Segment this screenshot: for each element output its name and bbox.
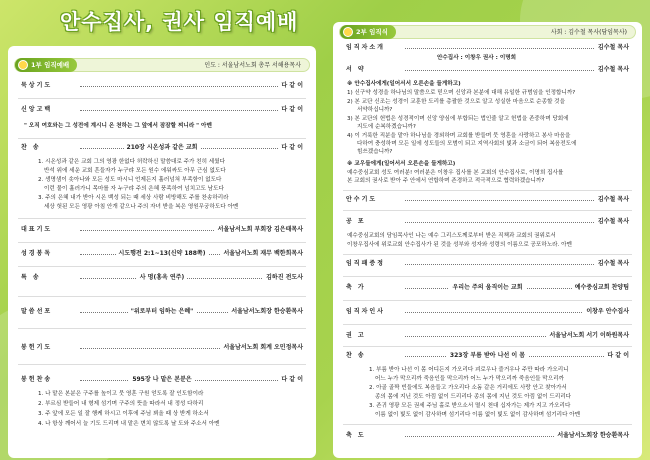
- proclaim-line: 이창우집사에 위로교회 안수집사가 된 것을 성부와 성자와 성령의 이름으로 공포하노라. 아멘: [347, 242, 572, 248]
- hymn-line: 3. 주 앞에 모든 일 잘 행케 하시고 이후에 주님 뵈올 때 상 받게 하소서: [38, 411, 209, 417]
- hymn-line: 1. 시온성과 같은 교회 그의 영광 한없다 허락하신 말씀대로 주가 친히 세웠다: [38, 159, 226, 165]
- vow-heading: ※ 안수집사에게(일어서서 오른손을 들게하고): [347, 81, 461, 87]
- vow-heading: ※ 교우들에게(일어서서 오른손을 들게하고): [347, 161, 456, 167]
- vow-line: 서약하십니까?: [357, 107, 393, 113]
- vow-line: 다하여 충성하며 모든 일에 성도들의 모범이 되고 지역사회의 빛과 소금이 되어 복음전도에: [357, 141, 577, 147]
- section-header: [14, 58, 310, 72]
- presider-text: 인도 : 서울남서노회 총무 서해용목사: [204, 62, 301, 69]
- candidates-text: 안수집사 : 이창우 권사 : 이명희: [437, 55, 517, 61]
- hymn-line: 4. 나 항상 깨어서 늘 기도 드리며 내 맡은 변치 않도록 날 도와 주소서 아멘: [38, 421, 220, 427]
- proclaim-line: 예수중심교회의 담임목사인 나는 예수 그리스도께로부터 받은 직책과 교회의 권위로서: [347, 233, 556, 239]
- hymn-line: 1. 부름 받아 나선 이 몸 어디든지 가오리다 괴로우나 즐거우나 주만 따라 가오리니: [369, 367, 569, 373]
- hymn-line: 반석 위에 세운 교회 흔들자가 누구랴 모든 원수 에워싸도 아무 근심 없도다: [44, 168, 226, 174]
- left-page-card: 1부 임직예배 인도 : 서울남서노회 총무 서해용목사 묵상기도 다 같 이 신앙고백 다 같 이 " 오직 여호와는 그 성전에 계시니 온 천하는 그 앞에서 잠잠할 찌니라 " 아멘 찬 송 210장 시온성과 같은 교회 다 같 이 1. 시온성과 같은 교회 그의 영광 한없다 허락하신 말씀대로 주가 친히 세웠다 반석 위에 세운 교회 흔들자가 누구랴 모든 원수 에워싸도 아무 근심 없도다 2. 생명샘이 솟아나와 모든 성도 마시니 언제든지 흘러넘쳐 부족함이 없도다 이런 물이 흘러가니 목마를 자 누구랴 주의 은혜 풍족하여 넘치고도 남도다 3. 주의 은혜 내가 받아 시온 백성 되는 때 세상 사람 비방해도 주를 찬송하리라 세상 헛된 모든 영광 아침 안개 같으나 주의 자녀 받을 복은 영원무궁하도다 아멘 대표기도 서울남서노회 부회장 김은태목사 성경봉독 시도행전 2:1~13(신약 188쪽) 서울남서노회 재무 백한희목사 특 송 사 명(홍옥 연주) 김하진 전도사 말씀선포 "위로부터 임하는 은혜" 서울남서노회장 한승환목사 봉헌기도 서울남서노회 회계 오민정목사 봉헌찬송 595장 나 맡은 본분은 다 같 이 1. 나 맡은 본분은 구주를 높이고 뭇 영혼 구원 얻도록 잘 인도함이라 2. 부르심 받들어 내 형제 섬기며 구주의 뜻을 따라서 내 정성 다하리 3. 주 앞에 모든 일 잘 행케 하시고 이후에 주님 뵈올 때 상 받게 하소서 4. 나 항상 깨어서 늘 기도 드리며 내 맡은 변치 않도록 날 도와 주소서 아멘: [8, 46, 316, 458]
- hymn-line: 어느 누가 막으리까 죽음인들 막으리까 어느 누가 막으리까 죽음인들 막으리까: [375, 376, 564, 382]
- vow-line: 지도에 순복하겠습니까?: [357, 124, 416, 130]
- page-title: 안수집사, 권사 임직예배: [60, 10, 299, 34]
- hymn-line: 종의 몸에 지닌 것도 아낌 없이 드리리다 종의 몸에 지닌 것도 아낌 없이 드리리다: [375, 394, 572, 400]
- hymn-line: 세상 헛된 모든 영광 아침 안개 같으나 주의 자녀 받을 복은 영원무궁하도다 아멘: [44, 204, 239, 210]
- section-badge: 2부 임직식: [340, 25, 396, 39]
- leaf-icon: [343, 27, 353, 37]
- vow-line: 힘쓰겠습니까?: [357, 149, 393, 155]
- section-header: [339, 25, 636, 39]
- hymn-line: 이런 물이 흘러가니 목마를 자 누구랴 주의 은혜 풍족하여 넘치고도 남도다: [44, 186, 224, 192]
- leaf-icon: [18, 60, 28, 70]
- section-badge: 1부 임직예배: [15, 58, 77, 72]
- hymn-line: 2. 생명샘이 솟아나와 모든 성도 마시니 언제든지 흘러넘쳐 부족함이 없도다: [38, 177, 222, 183]
- hymn-line: 이름 없이 빛도 없이 감사하며 섬기리다 이름 없이 빛도 없이 감사하며 섬기리다 아멘: [375, 412, 581, 418]
- hymn-line: 3. 주의 은혜 내가 받아 시온 백성 되는 때 세상 사람 비방해도 주를 찬송하리라: [38, 195, 229, 201]
- vow-line: 예수중심교회 성도 여러분! 여러분은 이창우 집사를 본 교회의 안수집사로, 이명희 집사를: [347, 170, 564, 176]
- vow-line: 3) 본 교단의 헌법은 성경적이며 신앙 양심에 부합되는 법인줄 알고 헌법을 존중하며 당회에: [347, 116, 569, 122]
- vow-line: 2) 본 교단 신조는 성경이 교훈한 도리를 총괄한 것으로 알고 성실한 마음으로 순종할 것을: [347, 99, 565, 105]
- right-page-card: 2부 임직식 사회 : 김수철 목사(담임목사) 임직자소개 김수철 목사 안수집사 : 이창우 권사 : 이명희 서 약 김수철 목사 ※ 안수집사에게(일어서서 오른손을 들게하고) 1) 신구약 성경을 하나님의 말씀으로 믿으며 신앙과 본분에 대해 유일한 규범임을 인정합니까? 2) 본 교단 신조는 성경이 교훈한 도리를 총괄한 것으로 알고 성실한 마음으로 순종할 것을 서약하십니까? 3) 본 교단의 헌법은 성경적이며 신앙 양심에 부합되는 법인줄 알고 헌법을 존중하며 당회에 지도에 순복하겠습니까? 4) 이 거룩한 직분을 맡아 하나님을 경외하며 교회를 받들며 뭇 영혼을 사랑하고 봉사 마음을 다하여 충성하며 모든 일에 성도들의 모범이 되고 지역사회의 빛과 소금이 되어 복음전도에 힘쓰겠습니까? ※ 교우들에게(일어서서 오른손을 들게하고) 예수중심교회 성도 여러분! 여러분은 이창우 집사를 본 교회의 안수집사로, 이명희 집사를 본 교회의 권사로 받아 주 안에서 연합하며 존경하고 적극적으로 협력하겠습니까? 안수기도 김수철 목사 공 포 김수철 목사 예수중심교회의 담임목사인 나는 예수 그리스도께로부터 받은 직책과 교회의 권위로서 이창우집사에 위로교회 안수집사가 된 것을 성부와 성자와 성령의 이름으로 공포하노라. 아멘 임직패증정 김수철 목사 축 가 우리는 주의 움직이는 교회 예수중심교회 찬양팀 임직자인사 이창우 안수집사 권 고 서울남서노회 서기 이하원목사 찬 송 323장 부름 받아 나선 이 몸 다 같 이 1. 부름 받아 나선 이 몸 어디든지 가오리다 괴로우나 즐거우나 주만 따라 가오리니 어느 누가 막으리까 죽음인들 막으리까 어느 누가 막으리까 죽음인들 막으리까 2. 아골 골짝 빈들에도 복음들고 가오리다 소돔 같은 거리에도 사랑 안고 찾아가서 종의 몸에 지닌 것도 아낌 없이 드리리다 종의 몸에 지닌 것도 아낌 없이 드리리다 3. 존귀 영광 모든 권세 주님 홀로 받으소서 멸시 천대 십자가는 제가 지고 가오리다 이름 없이 빛도 없이 감사하며 섬기리다 이름 없이 빛도 없이 감사하며 섬기리다 아멘 축 도 서울남서노회장 한승환목사: [333, 22, 642, 458]
- vow-line: 1) 신구약 성경을 하나님의 말씀으로 믿으며 신앙과 본분에 대해 유일한 규범임을 인정합니까?: [347, 90, 576, 96]
- hymn-line: 3. 존귀 영광 모든 권세 주님 홀로 받으소서 멸시 천대 십자가는 제가 지고 가오리다: [369, 403, 571, 409]
- hymn-line: 1. 나 맡은 본분은 구주를 높이고 뭇 영혼 구원 얻도록 잘 인도함이라: [38, 391, 204, 397]
- hymn-line: 2. 부르심 받들어 내 형제 섬기며 구주의 뜻을 따라서 내 정성 다하리: [38, 401, 204, 407]
- presider-text: 사회 : 김수철 목사(담임목사): [550, 29, 627, 36]
- creed-text: " 오직 여호와는 그 성전에 계시니 온 천하는 그 앞에서 잠잠할 찌니라 " 아멘: [24, 123, 212, 129]
- hymn-line: 2. 아골 골짝 빈들에도 복음들고 가오리다 소돔 같은 거리에도 사랑 안고 찾아가서: [369, 385, 567, 391]
- vow-line: 4) 이 거룩한 직분을 맡아 하나님을 경외하며 교회를 받들며 뭇 영혼을 사랑하고 봉사 마음을: [347, 133, 571, 139]
- vow-line: 본 교회의 권사로 받아 주 안에서 연합하며 존경하고 적극적으로 협력하겠습니까?: [347, 178, 545, 184]
